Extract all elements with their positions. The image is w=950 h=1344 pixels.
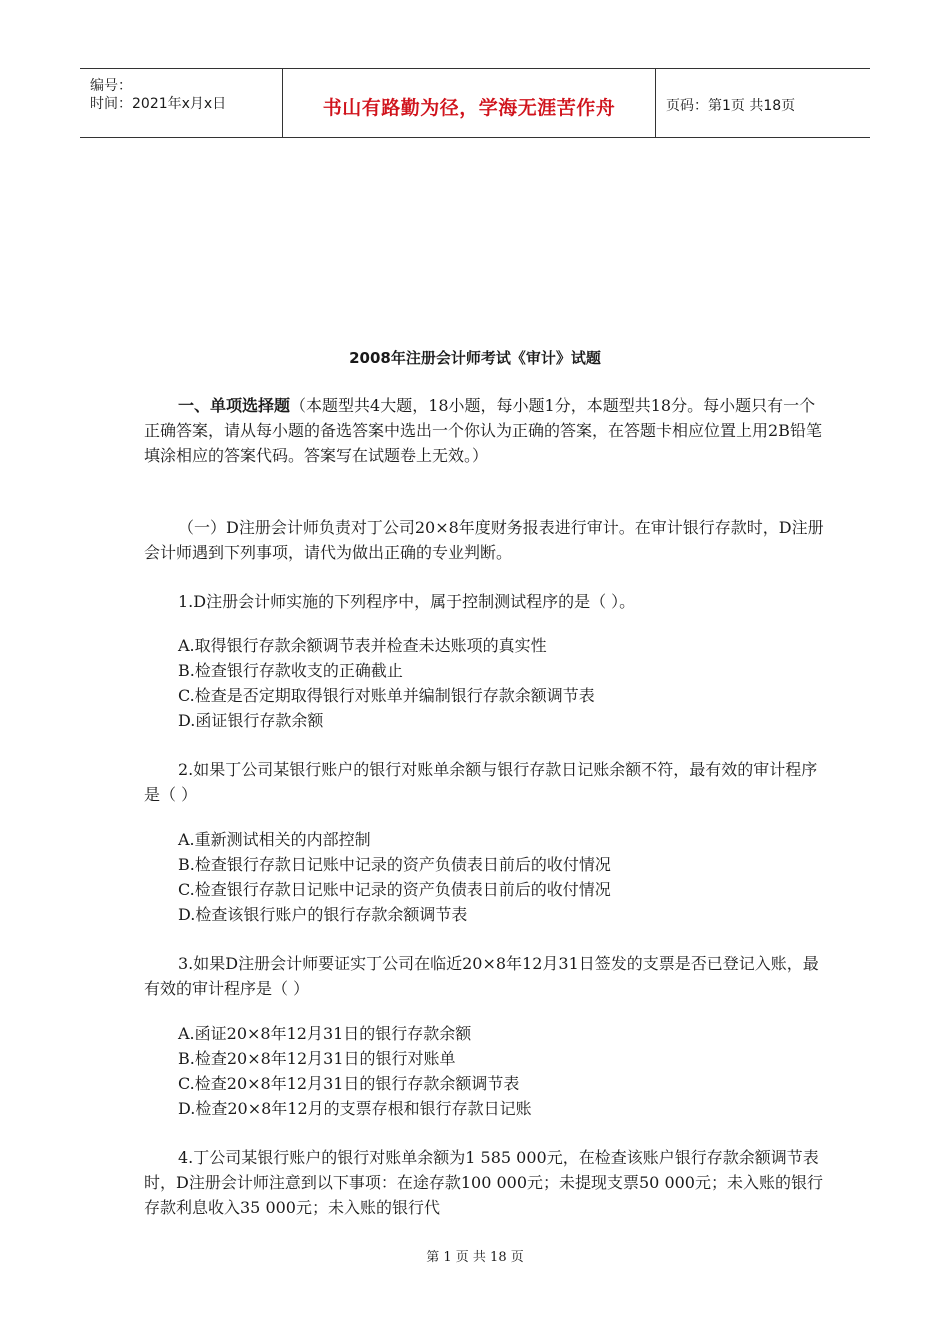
question-2-stem: 2.如果丁公司某银行账户的银行对账单余额与银行存款日记账余额不符，最有效的审计程序是（ ） [144, 760, 818, 804]
section-intro [144, 393, 824, 468]
question-3-option-d: D.检查20×8年12月的支票存根和银行存款日记账 [178, 1099, 532, 1118]
question-2-option-d: D.检查该银行账户的银行存款余额调节表 [178, 905, 468, 924]
question-1-option-d: D.函证银行存款余额 [178, 711, 324, 730]
page-info: 页码：第1页 共18页 [666, 98, 796, 114]
question-3-option-a: A.函证20×8年12月31日的银行存款余额 [178, 1024, 472, 1043]
question-3-option-b: B.检查20×8年12月31日的银行对账单 [178, 1049, 456, 1068]
question-3-option-c: C.检查20×8年12月31日的银行存款余额调节表 [178, 1074, 520, 1093]
section-heading: 一、单项选择题 [178, 396, 291, 415]
question-1-stem: 1.D注册会计师实施的下列程序中，属于控制测试程序的是（ ）。 [178, 592, 636, 611]
question-2-option-b: B.检查银行存款日记账中记录的资产负债表日前后的收付情况 [178, 855, 611, 874]
question-1-option-a: A.取得银行存款余额调节表并检查未达账项的真实性 [178, 636, 547, 655]
document-time-label: 时间：2021年x月x日 [90, 96, 227, 112]
page-footer: 第 1 页 共 18 页 [426, 1250, 524, 1265]
motto-text: 书山有路勤为径，学海无涯苦作舟 [322, 97, 616, 119]
header-page-cell [656, 69, 870, 137]
document-title: 2008年注册会计师考试《审计》试题 [349, 349, 601, 367]
question-4-stem: 4.丁公司某银行账户的银行对账单余额为1 585 000元，在检查该账户银行存款余额调节表时，D注册会计师注意到以下事项：在途存款100 000元；未提现支票50 000元；未入账的银行存款利息收入35 000元；未入账的银行代 [144, 1148, 823, 1217]
question-2-option-a: A.重新测试相关的内部控制 [178, 830, 371, 849]
header-table [80, 68, 870, 138]
document-number-label: 编号： [90, 78, 132, 94]
question-2-option-c: C.检查银行存款日记账中记录的资产负债表日前后的收付情况 [178, 880, 611, 899]
header-info-cell [80, 69, 282, 137]
question-1-option-c: C.检查是否定期取得银行对账单并编制银行存款余额调节表 [178, 686, 595, 705]
header-motto-cell [282, 69, 656, 137]
group-intro: （一）D注册会计师负责对丁公司20×8年度财务报表进行审计。在审计银行存款时，D注册会计师遇到下列事项，请代为做出正确的专业判断。 [144, 518, 824, 562]
section-note: （本题型共4大题，18小题，每小题1分，本题型共18分。每小题只有一个正确答案，请从每小题的备选答案中选出一个你认为正确的答案，在答题卡相应位置上用2B铅笔填涂相应的答案代码。答案写在试题卷上无效。） [144, 396, 822, 465]
question-3-stem: 3.如果D注册会计师要证实丁公司在临近20×8年12月31日签发的支票是否已登记入账，最有效的审计程序是（ ） [144, 954, 819, 998]
question-1-option-b: B.检查银行存款收支的正确截止 [178, 661, 403, 680]
